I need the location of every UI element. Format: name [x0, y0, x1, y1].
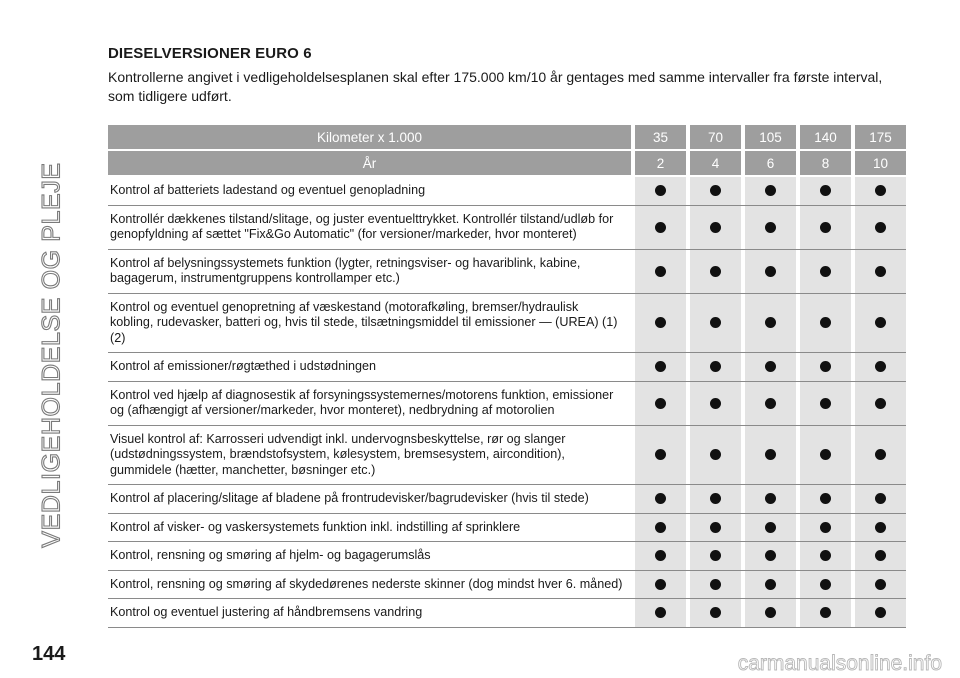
interval-cell: [635, 250, 686, 293]
task-description: Kontrol, rensning og smøring af skydedørenes nederste skinner (dog mindst hver 6. måned): [110, 576, 623, 591]
check-dot-icon: [820, 317, 831, 328]
watermark-text: carmanualsonline.info: [737, 652, 942, 675]
check-dot-icon: [655, 266, 666, 277]
interval-cell: [635, 206, 686, 249]
check-dot-icon: [710, 361, 721, 372]
table-row: [108, 599, 906, 628]
interval-cell: [745, 485, 796, 513]
table-row: [108, 542, 906, 571]
interval-cell: [800, 599, 851, 627]
table-row: [108, 382, 906, 426]
interval-cell: [800, 206, 851, 249]
interval-cell: [635, 294, 686, 353]
interval-cell: [855, 426, 906, 485]
interval-cell: [855, 485, 906, 513]
check-dot-icon: [710, 185, 721, 196]
interval-cell: [690, 599, 741, 627]
check-dot-icon: [875, 522, 886, 533]
check-dot-icon: [820, 449, 831, 460]
interval-cell: [745, 250, 796, 293]
header-year-cell: 2: [635, 151, 686, 175]
header-year-cell: 8: [800, 151, 851, 175]
task-description: Kontrol ved hjælp af diagnosestik af forsyningssystemernes/motorens funktion, emissioner og (afhængigt af versioner/markeder, hvor monteret), nedbrydning af motorolien: [110, 387, 614, 417]
interval-cell: [855, 206, 906, 249]
interval-cell: [635, 599, 686, 627]
check-dot-icon: [875, 266, 886, 277]
task-description: Kontrol, rensning og smøring af hjelm- og bagagerumslås: [110, 548, 431, 562]
interval-cell: [635, 426, 686, 485]
interval-cell: [690, 485, 741, 513]
page-number: 144: [32, 643, 66, 665]
header-row-kilometers: [108, 125, 906, 149]
interval-cell: [635, 353, 686, 381]
interval-cell: [690, 382, 741, 425]
interval-cell: [635, 382, 686, 425]
check-dot-icon: [655, 493, 666, 504]
interval-cell: [800, 382, 851, 425]
check-dot-icon: [820, 522, 831, 533]
check-dot-icon: [655, 522, 666, 533]
check-dot-icon: [875, 493, 886, 504]
header-km-cell: 35: [635, 125, 686, 149]
check-dot-icon: [875, 185, 886, 196]
check-dot-icon: [820, 550, 831, 561]
header-year-cell: 10: [855, 151, 906, 175]
check-dot-icon: [875, 361, 886, 372]
interval-cell: [690, 250, 741, 293]
check-dot-icon: [875, 449, 886, 460]
check-dot-icon: [655, 222, 666, 233]
interval-cell: [800, 485, 851, 513]
check-dot-icon: [765, 266, 776, 277]
check-dot-icon: [820, 493, 831, 504]
interval-cell: [690, 353, 741, 381]
header-label-kilometers: Kilometer x 1.000: [108, 125, 631, 149]
task-description: Kontrol af belysningssystemets funktion (lygter, retningsviser- og havariblink, kabine, bagagerum, instrumentgruppens kontrollamper etc.): [110, 255, 581, 285]
interval-cell: [690, 177, 741, 205]
header-year-cell: 6: [745, 151, 796, 175]
maintenance-schedule-table: [108, 125, 906, 628]
interval-cell: [855, 571, 906, 599]
check-dot-icon: [875, 579, 886, 590]
interval-cell: [855, 353, 906, 381]
interval-cell: [800, 542, 851, 570]
table-row: [108, 426, 906, 486]
check-dot-icon: [710, 493, 721, 504]
check-dot-icon: [820, 266, 831, 277]
check-dot-icon: [875, 550, 886, 561]
check-dot-icon: [710, 266, 721, 277]
header-km-cell: 70: [690, 125, 741, 149]
table-row: [108, 353, 906, 382]
check-dot-icon: [875, 398, 886, 409]
interval-cell: [745, 571, 796, 599]
section-heading: DIESELVERSIONER EURO 6: [108, 45, 312, 62]
check-dot-icon: [655, 579, 666, 590]
check-dot-icon: [820, 579, 831, 590]
task-description: Kontrol og eventuel genopretning af væskestand (motorafkøling, bremser/hydraulisk kobling, rudevasker, batteri og, hvis til stede, tilsætningsmiddel til emissioner — (UREA) (1) (2): [110, 299, 618, 345]
check-dot-icon: [655, 361, 666, 372]
interval-cell: [800, 250, 851, 293]
interval-cell: [855, 294, 906, 353]
check-dot-icon: [710, 579, 721, 590]
check-dot-icon: [710, 550, 721, 561]
check-dot-icon: [765, 493, 776, 504]
table-row: [108, 571, 906, 600]
interval-cell: [635, 542, 686, 570]
task-description: Kontrol af visker- og vaskersystemets funktion inkl. indstilling af sprinklere: [110, 519, 521, 534]
interval-cell: [800, 571, 851, 599]
table-row: [108, 177, 906, 206]
interval-cell: [690, 571, 741, 599]
interval-cell: [855, 250, 906, 293]
header-km-cell: 175: [855, 125, 906, 149]
interval-cell: [690, 514, 741, 542]
check-dot-icon: [710, 607, 721, 618]
check-dot-icon: [765, 579, 776, 590]
table-row: [108, 514, 906, 543]
interval-cell: [745, 426, 796, 485]
interval-cell: [745, 294, 796, 353]
interval-cell: [855, 514, 906, 542]
interval-cell: [800, 353, 851, 381]
check-dot-icon: [765, 361, 776, 372]
task-description: Visuel kontrol af: Karrosseri udvendigt inkl. undervognsbeskyttelse, rør og slanger (udstødningssystem, brændstofsystem, kølesystem, bremsesystem, aircondition), gummidele (hætter, manchetter, bøsninger etc.): [110, 431, 566, 477]
table-row: [108, 294, 906, 354]
intro-paragraph: Kontrollerne angivet i vedligeholdelsesplanen skal efter 175.000 km/10 år gentages med samme intervaller fra første interval, som tidligere udført.: [108, 69, 883, 104]
check-dot-icon: [710, 222, 721, 233]
interval-cell: [745, 514, 796, 542]
interval-cell: [690, 426, 741, 485]
interval-cell: [745, 353, 796, 381]
header-km-cell: 140: [800, 125, 851, 149]
check-dot-icon: [710, 449, 721, 460]
interval-cell: [800, 294, 851, 353]
interval-cell: [635, 485, 686, 513]
interval-cell: [745, 382, 796, 425]
check-dot-icon: [765, 185, 776, 196]
check-dot-icon: [655, 317, 666, 328]
table-body: [108, 177, 906, 628]
header-label-years: År: [108, 151, 631, 175]
check-dot-icon: [710, 317, 721, 328]
check-dot-icon: [765, 222, 776, 233]
check-dot-icon: [765, 522, 776, 533]
check-dot-icon: [875, 607, 886, 618]
interval-cell: [855, 177, 906, 205]
interval-cell: [855, 382, 906, 425]
check-dot-icon: [655, 398, 666, 409]
check-dot-icon: [820, 361, 831, 372]
interval-cell: [745, 599, 796, 627]
check-dot-icon: [655, 550, 666, 561]
interval-cell: [745, 177, 796, 205]
check-dot-icon: [655, 449, 666, 460]
check-dot-icon: [765, 550, 776, 561]
interval-cell: [635, 571, 686, 599]
header-km-cell: 105: [745, 125, 796, 149]
interval-cell: [690, 294, 741, 353]
check-dot-icon: [820, 607, 831, 618]
table-row: [108, 485, 906, 514]
interval-cell: [690, 206, 741, 249]
check-dot-icon: [820, 185, 831, 196]
interval-cell: [800, 177, 851, 205]
check-dot-icon: [820, 398, 831, 409]
header-year-cell: 4: [690, 151, 741, 175]
task-description: Kontrol af placering/slitage af bladene på frontrudevisker/bagrudevisker (hvis til stede): [110, 491, 589, 505]
header-row-years: [108, 151, 906, 175]
check-dot-icon: [875, 317, 886, 328]
interval-cell: [745, 206, 796, 249]
task-description: Kontrol af batteriets ladestand og eventuel genopladning: [110, 183, 426, 197]
interval-cell: [690, 542, 741, 570]
interval-cell: [745, 542, 796, 570]
chapter-title-text: VEDLIGEHOLDELSE OG PLEJE: [37, 162, 66, 548]
check-dot-icon: [765, 317, 776, 328]
table-row: [108, 250, 906, 294]
check-dot-icon: [655, 185, 666, 196]
check-dot-icon: [655, 607, 666, 618]
check-dot-icon: [765, 449, 776, 460]
interval-cell: [855, 599, 906, 627]
table-row: [108, 206, 906, 250]
check-dot-icon: [765, 607, 776, 618]
interval-cell: [635, 514, 686, 542]
interval-cell: [800, 514, 851, 542]
interval-cell: [855, 542, 906, 570]
task-description: Kontrol af emissioner/røgtæthed i udstødningen: [110, 359, 377, 373]
interval-cell: [635, 177, 686, 205]
check-dot-icon: [765, 398, 776, 409]
check-dot-icon: [710, 522, 721, 533]
interval-cell: [800, 426, 851, 485]
task-description: Kontrol og eventuel justering af håndbremsens vandring: [110, 605, 423, 619]
task-description: Kontrollér dækkenes tilstand/slitage, og juster eventuelttrykket. Kontrollér tilstand/udløb for genopfyldning af sættet "Fix&Go Automatic" (for versioner/markeder, hvor monteret): [110, 211, 614, 241]
check-dot-icon: [820, 222, 831, 233]
check-dot-icon: [875, 222, 886, 233]
check-dot-icon: [710, 398, 721, 409]
